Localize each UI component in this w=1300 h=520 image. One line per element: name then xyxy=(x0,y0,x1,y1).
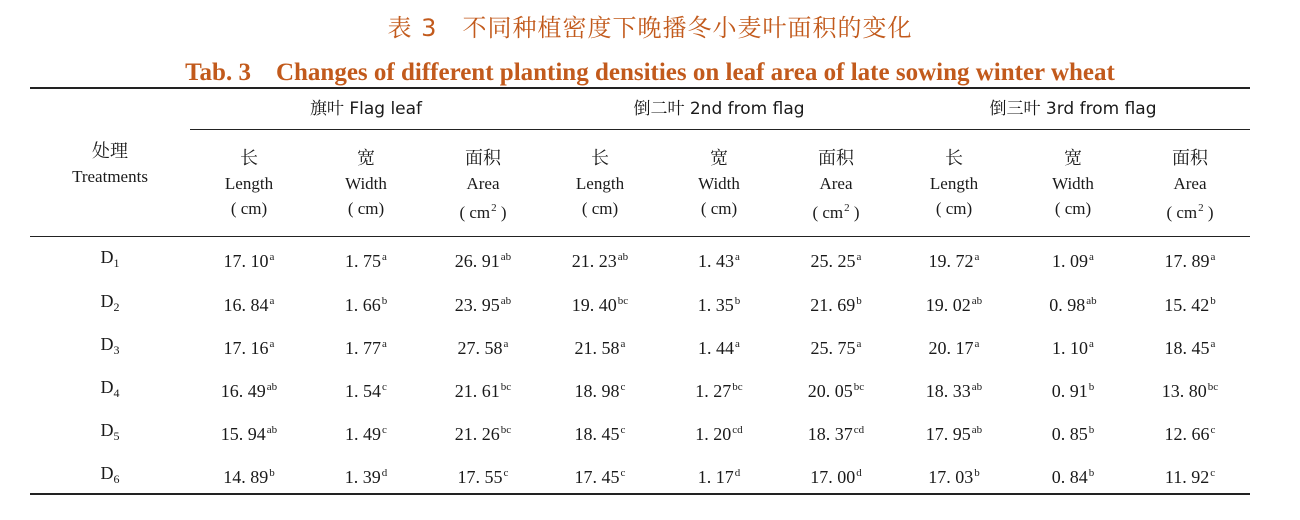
table-cell: 1. 10$^a$ xyxy=(1052,338,1094,358)
column-header-cn: 长 xyxy=(945,148,963,169)
significance-letter: ab xyxy=(1086,295,1097,307)
column-header-cn: 面积 xyxy=(1172,148,1208,169)
significance-letter: b xyxy=(856,295,862,307)
column-header-unit: ( $cm^2$ ) xyxy=(812,202,860,222)
significance-letter: ab xyxy=(500,295,512,307)
table-cell: 18. $37^{cd}$ xyxy=(807,424,865,444)
table-cell: 1. 44$^a$ xyxy=(698,338,740,358)
table-cell: 1. 49$^c$ xyxy=(345,424,387,444)
treatment-subscript: 5 xyxy=(113,429,120,443)
column-header-en: Width xyxy=(698,174,740,193)
significance-letter: c xyxy=(620,424,626,436)
table-cell: 21. 69$^b$ xyxy=(810,295,862,315)
table-cell: 16. 84$^a$ xyxy=(223,295,275,315)
treatment-subscript: 3 xyxy=(113,343,120,357)
significance-letter: a xyxy=(735,338,740,350)
unit-superscript: 2 xyxy=(491,202,497,214)
significance-letter: a xyxy=(1089,338,1094,350)
significance-letter: a xyxy=(1210,338,1216,350)
significance-letter: bc xyxy=(732,381,743,393)
column-header-en: Area xyxy=(1173,174,1207,193)
column-header xyxy=(308,146,425,221)
table-cell: 1. 54$^c$ xyxy=(345,381,387,401)
table-cell: 14. 89$^b$ xyxy=(223,467,275,487)
significance-letter: d xyxy=(381,467,388,479)
table-cell: 21. $26^{bc}$ xyxy=(454,424,512,444)
significance-letter: b xyxy=(1088,381,1095,393)
column-header xyxy=(661,146,778,221)
column-header-cn: 长 xyxy=(240,148,258,169)
table-cell: 1. 39$^d$ xyxy=(344,467,388,487)
column-header-cn: 面积 xyxy=(818,148,854,169)
treatment-subscript: 1 xyxy=(113,256,120,270)
table-cell: 1. 35$^b$ xyxy=(697,295,741,315)
column-header-en: Area xyxy=(819,174,853,193)
table-cell: 21. 58$^a$ xyxy=(574,338,626,358)
treatment-label: $D_3$ xyxy=(100,334,120,357)
significance-letter: a xyxy=(620,338,626,350)
table-cell: 26. $91^{ab}$ xyxy=(454,251,512,271)
column-header-cn: 宽 xyxy=(710,148,728,169)
treatment-label: $D_6$ xyxy=(100,463,120,486)
table-cell: 21. $61^{bc}$ xyxy=(454,381,512,401)
table-cell: 1. 09$^a$ xyxy=(1052,251,1094,271)
table-cell: 25. 25$^a$ xyxy=(810,251,862,271)
treatment-subscript: 2 xyxy=(113,300,120,314)
significance-letter: c xyxy=(1210,424,1216,436)
column-header-unit: ( cm) xyxy=(230,199,268,218)
table-cell: 23. $95^{ab}$ xyxy=(454,295,512,315)
table-cell: 1. 66$^b$ xyxy=(344,295,388,315)
unit-superscript: 2 xyxy=(1198,202,1204,214)
column-header-en: Length xyxy=(224,174,274,193)
table-cell: 1. 75$^a$ xyxy=(345,251,387,271)
significance-letter: cd xyxy=(853,424,865,436)
significance-letter: bc xyxy=(617,295,629,307)
table-cell: 17. 45$^c$ xyxy=(574,467,626,487)
table-cell: 1. $27^{bc}$ xyxy=(695,381,743,401)
significance-letter: c xyxy=(382,381,387,393)
group-header: 倒三叶 3rd from flag xyxy=(989,99,1157,119)
table-cell: 20. 17$^a$ xyxy=(928,338,980,358)
significance-letter: bc xyxy=(500,381,512,393)
table-bottom-rule xyxy=(30,493,1250,495)
table-cell: 17. 10$^a$ xyxy=(223,251,275,271)
column-header-cn: 面积 xyxy=(465,148,501,169)
column-header xyxy=(542,146,659,221)
table-cell: 1. $20^{cd}$ xyxy=(695,424,743,444)
column-header-unit: ( cm) xyxy=(347,199,385,218)
table-cell: 18. $33^{ab}$ xyxy=(925,381,983,401)
table-cell: 11. 92$^c$ xyxy=(1164,467,1216,487)
column-header-unit: ( cm) xyxy=(935,199,973,218)
significance-letter: b xyxy=(1088,467,1095,479)
significance-letter: a xyxy=(974,251,980,263)
table-cell: 19. $02^{ab}$ xyxy=(925,295,983,315)
column-header-cn: 宽 xyxy=(357,148,375,169)
table-cell: 17. 89$^a$ xyxy=(1164,251,1216,271)
table-cell: 17. 55$^c$ xyxy=(457,467,509,487)
significance-letter: c xyxy=(620,467,626,479)
significance-letter: c xyxy=(503,467,509,479)
column-header xyxy=(191,146,308,221)
significance-letter: ab xyxy=(971,381,983,393)
column-header-en: Width xyxy=(1052,174,1094,193)
significance-letter: a xyxy=(269,295,275,307)
treatment-label: $D_5$ xyxy=(100,420,120,443)
table-cell: 1. 43$^a$ xyxy=(698,251,740,271)
table-cell: 18. 98$^c$ xyxy=(574,381,626,401)
significance-letter: a xyxy=(856,251,862,263)
table-cell: 0. 85$^b$ xyxy=(1051,424,1095,444)
group-rule xyxy=(190,129,1250,130)
column-header xyxy=(425,146,542,225)
table-cell: 17. 00$^d$ xyxy=(810,467,862,487)
column-header-unit: ( cm) xyxy=(581,199,619,218)
table-cell: 1. 77$^a$ xyxy=(345,338,387,358)
significance-letter: c xyxy=(382,424,387,436)
table-cell: 12. 66$^c$ xyxy=(1164,424,1216,444)
significance-letter: a xyxy=(503,338,509,350)
table-cell: 25. 75$^a$ xyxy=(810,338,862,358)
significance-letter: ab xyxy=(266,381,278,393)
treatment-subscript: 4 xyxy=(113,386,120,400)
unit-superscript: 2 xyxy=(844,202,850,214)
column-header xyxy=(896,146,1013,221)
table-cell: 19. $40^{bc}$ xyxy=(571,295,629,315)
table-cell: 0. $98^{ab}$ xyxy=(1049,295,1097,315)
column-header-cn: 长 xyxy=(591,148,609,169)
table-top-rule xyxy=(30,87,1250,89)
significance-letter: bc xyxy=(853,381,865,393)
column-header xyxy=(778,146,895,225)
significance-letter: a xyxy=(269,338,275,350)
column-header-en: Length xyxy=(575,174,625,193)
significance-letter: a xyxy=(1089,251,1094,263)
column-header xyxy=(1015,146,1132,221)
treatments-header-en: Treatments xyxy=(72,167,148,186)
table-cell: 15. 42$^b$ xyxy=(1164,295,1216,315)
significance-letter: bc xyxy=(1207,381,1219,393)
treatment-label: $D_4$ xyxy=(100,377,120,400)
group-header: 倒二叶 2nd from flag xyxy=(633,99,805,119)
significance-letter: d xyxy=(734,467,741,479)
table-cell: 19. 72$^a$ xyxy=(928,251,980,271)
significance-letter: b xyxy=(974,467,980,479)
significance-letter: a xyxy=(382,338,387,350)
significance-letter: a xyxy=(1210,251,1216,263)
significance-letter: b xyxy=(1088,424,1095,436)
column-header-cn: 宽 xyxy=(1064,148,1082,169)
table-cell: 17. 16$^a$ xyxy=(223,338,275,358)
treatment-subscript: 6 xyxy=(113,472,120,486)
significance-letter: b xyxy=(269,467,275,479)
significance-letter: ab xyxy=(266,424,278,436)
table-cell: 1. 17$^d$ xyxy=(697,467,741,487)
significance-letter: a xyxy=(974,338,980,350)
table-cell: 20. $05^{bc}$ xyxy=(807,381,865,401)
column-header-unit: ( cm) xyxy=(700,199,738,218)
treatments-header-cn: 处理 xyxy=(92,141,128,162)
table-cell: 0. 91$^b$ xyxy=(1051,381,1095,401)
column-header-unit: ( cm) xyxy=(1054,199,1092,218)
significance-letter: ab xyxy=(617,251,629,263)
significance-letter: b xyxy=(734,295,741,307)
table-cell: 13. $80^{bc}$ xyxy=(1161,381,1219,401)
table-cell: 17. $95^{ab}$ xyxy=(925,424,983,444)
treatments-header xyxy=(40,139,180,189)
table-caption-en: Tab. 3 Changes of different planting densities on leaf area of late sowing winter wheat xyxy=(185,59,1115,86)
column-header-unit: ( $cm^2$ ) xyxy=(459,202,507,222)
treatment-label: $D_1$ xyxy=(100,247,120,270)
column-header-unit: ( $cm^2$ ) xyxy=(1166,202,1214,222)
table-cell: 18. 45$^c$ xyxy=(574,424,626,444)
significance-letter: cd xyxy=(732,424,743,436)
significance-letter: ab xyxy=(500,251,512,263)
table-cell: 27. 58$^a$ xyxy=(457,338,509,358)
table-cell: 21. $23^{ab}$ xyxy=(571,251,629,271)
significance-letter: a xyxy=(735,251,740,263)
table-cell: 17. 03$^b$ xyxy=(928,467,980,487)
header-bottom-rule xyxy=(30,236,1250,237)
significance-letter: bc xyxy=(500,424,512,436)
treatment-label: $D_2$ xyxy=(100,291,120,314)
table-cell: 15. $94^{ab}$ xyxy=(220,424,278,444)
column-header-en: Length xyxy=(929,174,979,193)
column-header-en: Width xyxy=(345,174,387,193)
significance-letter: c xyxy=(1210,467,1216,479)
significance-letter: ab xyxy=(971,424,983,436)
significance-letter: a xyxy=(856,338,862,350)
table-cell: 0. 84$^b$ xyxy=(1051,467,1095,487)
table-cell: 18. 45$^a$ xyxy=(1164,338,1216,358)
significance-letter: b xyxy=(381,295,388,307)
table-caption-cn: 表 3 不同种植密度下晚播冬小麦叶面积的变化 xyxy=(387,14,913,42)
significance-letter: d xyxy=(856,467,862,479)
group-header: 旗叶 Flag leaf xyxy=(309,99,423,119)
column-header xyxy=(1132,146,1249,225)
table-cell: 16. $49^{ab}$ xyxy=(220,381,278,401)
significance-letter: a xyxy=(382,251,387,263)
significance-letter: ab xyxy=(971,295,983,307)
significance-letter: c xyxy=(620,381,626,393)
significance-letter: b xyxy=(1210,295,1216,307)
significance-letter: a xyxy=(269,251,275,263)
column-header-en: Area xyxy=(466,174,500,193)
